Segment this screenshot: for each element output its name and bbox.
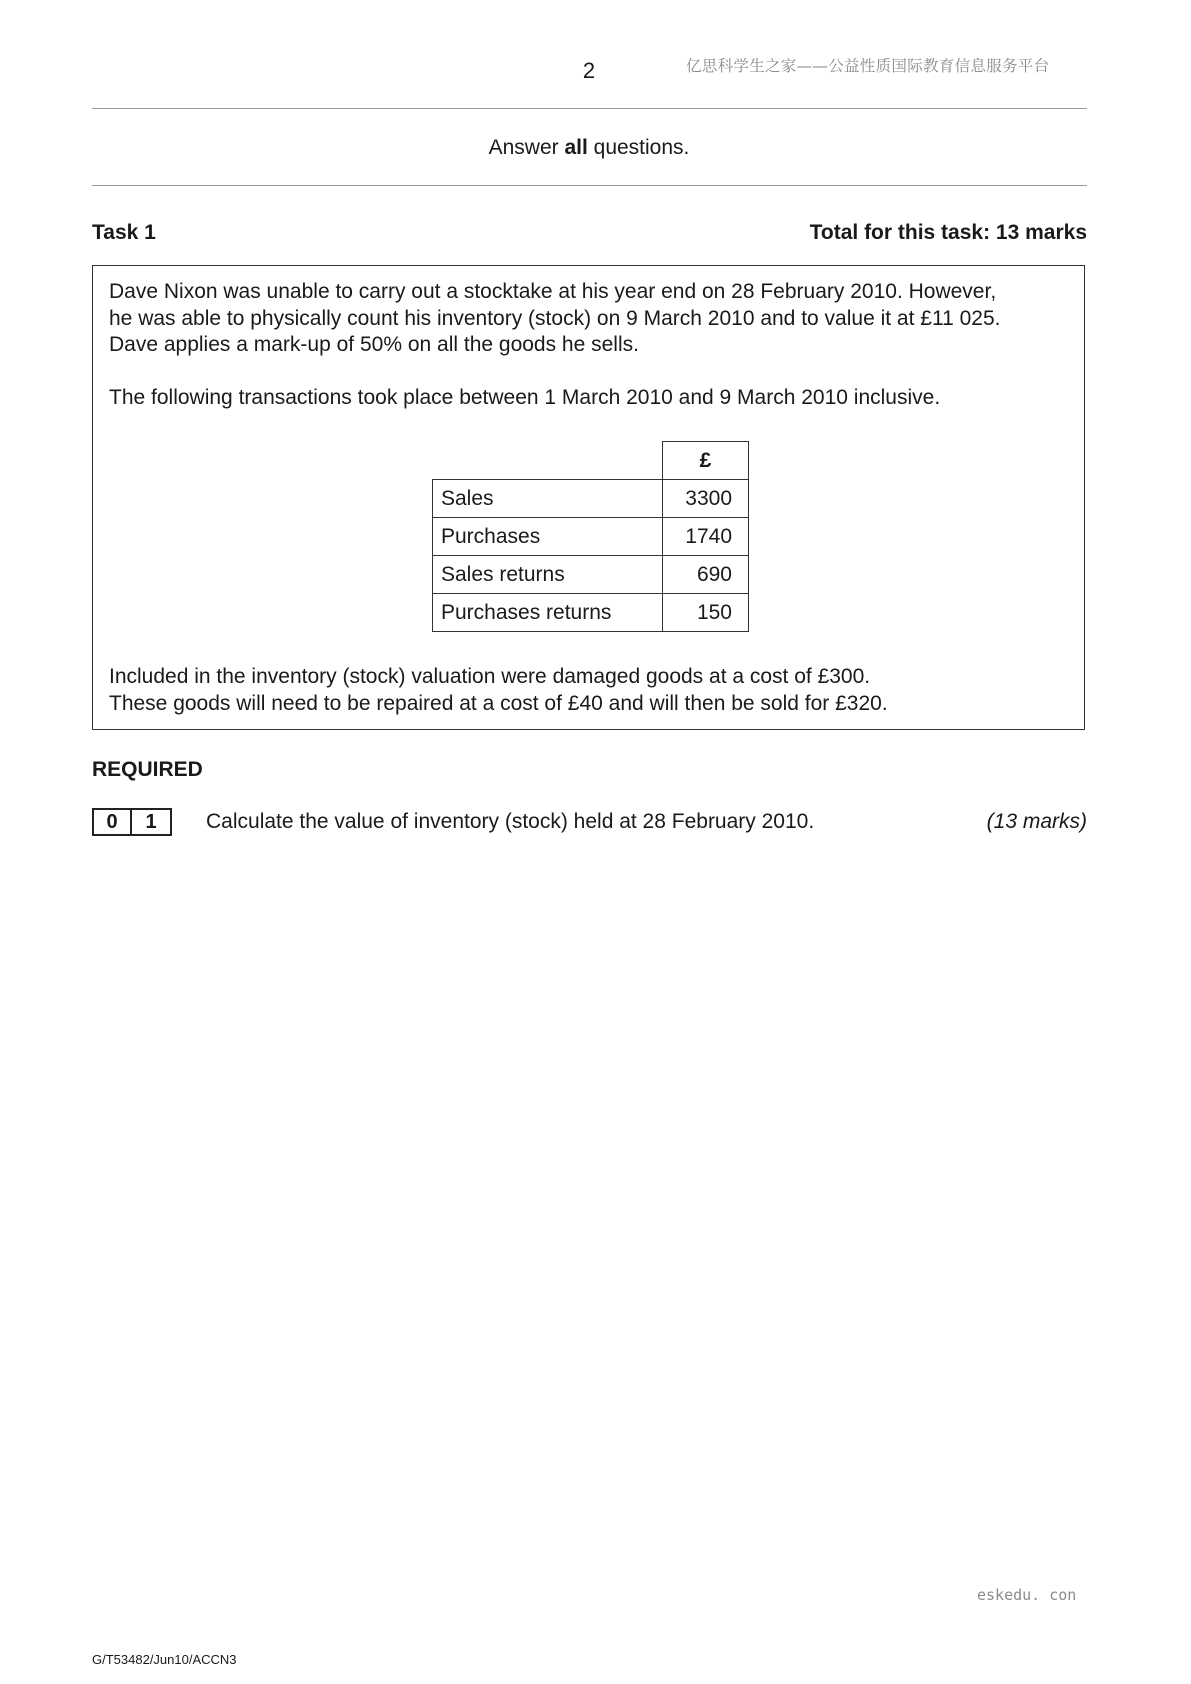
task-total-marks: Total for this task: 13 marks	[809, 221, 1087, 244]
scenario-intro-line: Dave Nixon was unable to carry out a stocktake at his year end on 28 February 2010. However,	[109, 280, 997, 303]
transactions-table	[432, 441, 749, 632]
scenario-closing-line: These goods will need to be repaired at a cost of £40 and will then be sold for £320.	[109, 691, 888, 715]
required-heading: REQUIRED	[92, 758, 203, 781]
header-watermark: 亿思科学生之家——公益性质国际教育信息服务平台	[686, 57, 1050, 75]
row-label: Sales returns	[433, 556, 663, 594]
question-number-digit: 0	[92, 808, 132, 836]
scenario-intro-line: he was able to physically count his inventory (stock) on 9 March 2010 and to value it at £11 025.	[109, 306, 1001, 330]
row-label: Sales	[433, 480, 663, 518]
footer-watermark: eskedu. con	[977, 1586, 1077, 1604]
row-value: 690	[663, 556, 749, 594]
question-number-digit: 1	[132, 808, 172, 836]
row-value: 1740	[663, 518, 749, 556]
currency-header: £	[663, 442, 749, 480]
top-divider	[92, 108, 1087, 109]
transactions-intro: The following transactions took place between 1 March 2010 and 9 March 2010 inclusive.	[109, 386, 941, 409]
instruction-divider	[92, 185, 1087, 186]
question-number-box	[92, 808, 172, 836]
instruction-suffix: questions.	[587, 136, 690, 159]
table-row	[433, 594, 749, 632]
instruction-line	[0, 136, 1178, 160]
scenario-closing-line: Included in the inventory (stock) valuation were damaged goods at a cost of £300.	[109, 665, 871, 688]
scenario-closing	[109, 664, 1079, 717]
row-value: 3300	[663, 480, 749, 518]
task-title: Task 1	[92, 221, 156, 244]
instruction-prefix: Answer	[488, 136, 565, 159]
table-row	[433, 518, 749, 556]
table-row	[433, 480, 749, 518]
row-label: Purchases returns	[433, 594, 663, 632]
question-marks: (13 marks)	[986, 810, 1087, 833]
paper-code: G/T53482/Jun10/ACCN3	[92, 1652, 237, 1667]
scenario-intro	[109, 279, 1079, 359]
instruction-emphasis: all	[564, 136, 588, 159]
scenario-intro-line: Dave applies a mark-up of 50% on all the goods he sells.	[109, 333, 639, 356]
row-label: Purchases	[433, 518, 663, 556]
page-number: 2	[582, 58, 596, 83]
row-value: 150	[663, 594, 749, 632]
table-header-row	[433, 442, 749, 480]
question-text: Calculate the value of inventory (stock) held at 28 February 2010.	[206, 810, 815, 833]
table-header-blank	[433, 442, 663, 480]
table-row	[433, 556, 749, 594]
